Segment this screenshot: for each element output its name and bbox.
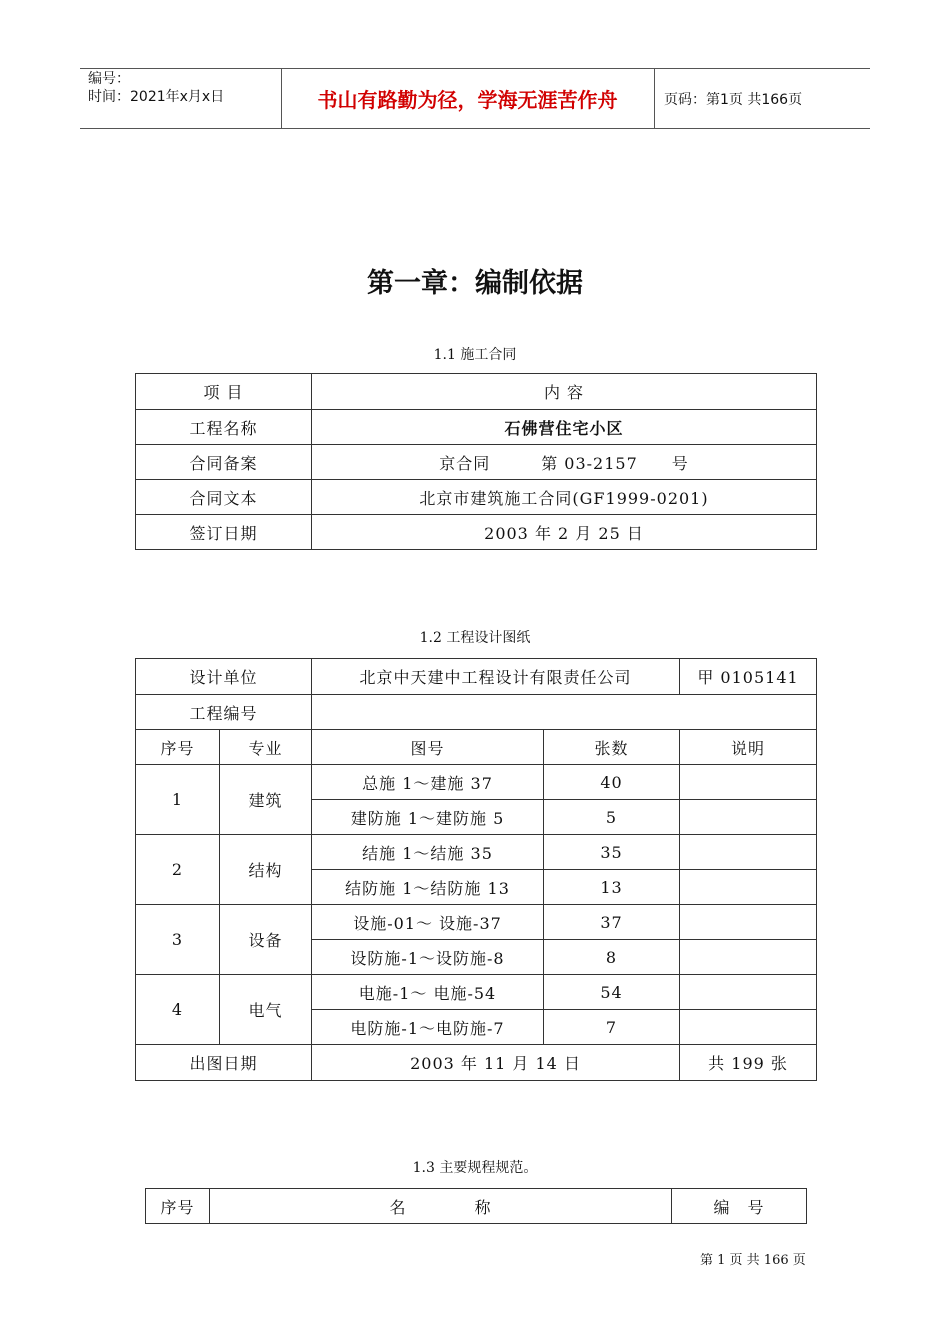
table-row bbox=[136, 1045, 817, 1081]
header-cell: 专业 bbox=[220, 730, 312, 765]
header-number-label: 编号： bbox=[88, 71, 130, 87]
group-discipline: 设备 bbox=[220, 905, 312, 975]
table-row bbox=[136, 765, 817, 800]
row-label: 出图日期 bbox=[136, 1045, 312, 1081]
header-cell: 内 容 bbox=[312, 374, 817, 410]
header-top-rule bbox=[80, 68, 870, 69]
sheet-count: 13 bbox=[544, 870, 680, 905]
row-label: 合同备案 bbox=[136, 445, 312, 480]
regulations-table bbox=[145, 1188, 807, 1224]
header-meta bbox=[88, 70, 224, 106]
sheet-count: 7 bbox=[544, 1010, 680, 1045]
note-cell bbox=[680, 870, 817, 905]
note-cell bbox=[680, 975, 817, 1010]
row-label: 工程编号 bbox=[136, 695, 312, 730]
note-cell bbox=[680, 800, 817, 835]
design-unit-name: 北京中天建中工程设计有限责任公司 bbox=[312, 659, 680, 695]
header-cell: 名 称 bbox=[210, 1189, 672, 1224]
group-discipline: 电气 bbox=[220, 975, 312, 1045]
row-label: 工程名称 bbox=[136, 410, 312, 445]
header-cell: 编 号 bbox=[672, 1189, 807, 1224]
note-cell bbox=[680, 835, 817, 870]
drawing-range: 设施-01～ 设施-37 bbox=[312, 905, 544, 940]
note-cell bbox=[680, 1010, 817, 1045]
section-2-caption: 1.2 工程设计图纸 bbox=[419, 630, 531, 646]
header-cell: 图号 bbox=[312, 730, 544, 765]
project-number-value bbox=[312, 695, 817, 730]
row-value: 2003 年 2 月 25 日 bbox=[312, 515, 817, 550]
row-label: 合同文本 bbox=[136, 480, 312, 515]
table-row bbox=[136, 445, 817, 480]
row-value: 北京市建筑施工合同(GF1999-0201) bbox=[312, 480, 817, 515]
header-time-label: 时间：2021年x月x日 bbox=[88, 89, 225, 105]
group-number: 4 bbox=[136, 975, 220, 1045]
header-divider-right bbox=[654, 68, 655, 128]
group-number: 2 bbox=[136, 835, 220, 905]
section-1-caption: 1.1 施工合同 bbox=[433, 347, 517, 363]
group-discipline: 建筑 bbox=[220, 765, 312, 835]
table-row bbox=[136, 659, 817, 695]
table-row bbox=[136, 730, 817, 765]
note-cell bbox=[680, 765, 817, 800]
drawing-range: 设防施-1～设防施-8 bbox=[312, 940, 544, 975]
table-row bbox=[136, 835, 817, 870]
drawing-range: 电施-1～ 电施-54 bbox=[312, 975, 544, 1010]
drawing-range: 建防施 1～建防施 5 bbox=[312, 800, 544, 835]
drawing-range: 结施 1～结施 35 bbox=[312, 835, 544, 870]
header-cell: 项 目 bbox=[136, 374, 312, 410]
total-sheets: 共 199 张 bbox=[680, 1045, 817, 1081]
note-cell bbox=[680, 905, 817, 940]
header-bottom-rule bbox=[80, 128, 870, 129]
sheet-count: 37 bbox=[544, 905, 680, 940]
note-cell bbox=[680, 940, 817, 975]
header-cell: 序号 bbox=[136, 730, 220, 765]
table-row bbox=[136, 480, 817, 515]
sheet-count: 5 bbox=[544, 800, 680, 835]
project-name: 石佛营住宅小区 bbox=[312, 410, 817, 445]
group-number: 1 bbox=[136, 765, 220, 835]
header-page-info: 页码：第1页 共166页 bbox=[664, 92, 803, 108]
chapter-title: 第一章：编制依据 bbox=[367, 268, 583, 299]
group-number: 3 bbox=[136, 905, 220, 975]
drawing-range: 结防施 1～结防施 13 bbox=[312, 870, 544, 905]
sheet-count: 35 bbox=[544, 835, 680, 870]
group-discipline: 结构 bbox=[220, 835, 312, 905]
header-cell: 序号 bbox=[146, 1189, 210, 1224]
table-row bbox=[136, 515, 817, 550]
table-row bbox=[136, 905, 817, 940]
design-unit-code: 甲 0105141 bbox=[680, 659, 817, 695]
contract-table bbox=[135, 373, 817, 550]
table-row bbox=[136, 374, 817, 410]
header-motto: 书山有路勤为径，学海无涯苦作舟 bbox=[317, 88, 618, 112]
drawing-range: 电防施-1～电防施-7 bbox=[312, 1010, 544, 1045]
page-footer: 第 1 页 共 166 页 bbox=[700, 1253, 806, 1268]
table-row bbox=[136, 410, 817, 445]
header-cell: 说明 bbox=[680, 730, 817, 765]
header-cell: 张数 bbox=[544, 730, 680, 765]
row-label: 设计单位 bbox=[136, 659, 312, 695]
sheet-count: 54 bbox=[544, 975, 680, 1010]
sheet-count: 8 bbox=[544, 940, 680, 975]
issue-date: 2003 年 11 月 14 日 bbox=[312, 1045, 680, 1081]
drawing-range: 总施 1～建施 37 bbox=[312, 765, 544, 800]
table-row bbox=[136, 695, 817, 730]
drawings-table bbox=[135, 658, 817, 1081]
sheet-count: 40 bbox=[544, 765, 680, 800]
section-3-caption: 1.3 主要规程规范。 bbox=[412, 1160, 538, 1176]
table-row bbox=[136, 975, 817, 1010]
row-value: 京合同 第 03-2157 号 bbox=[312, 445, 817, 480]
row-label: 签订日期 bbox=[136, 515, 312, 550]
table-row bbox=[146, 1189, 807, 1224]
